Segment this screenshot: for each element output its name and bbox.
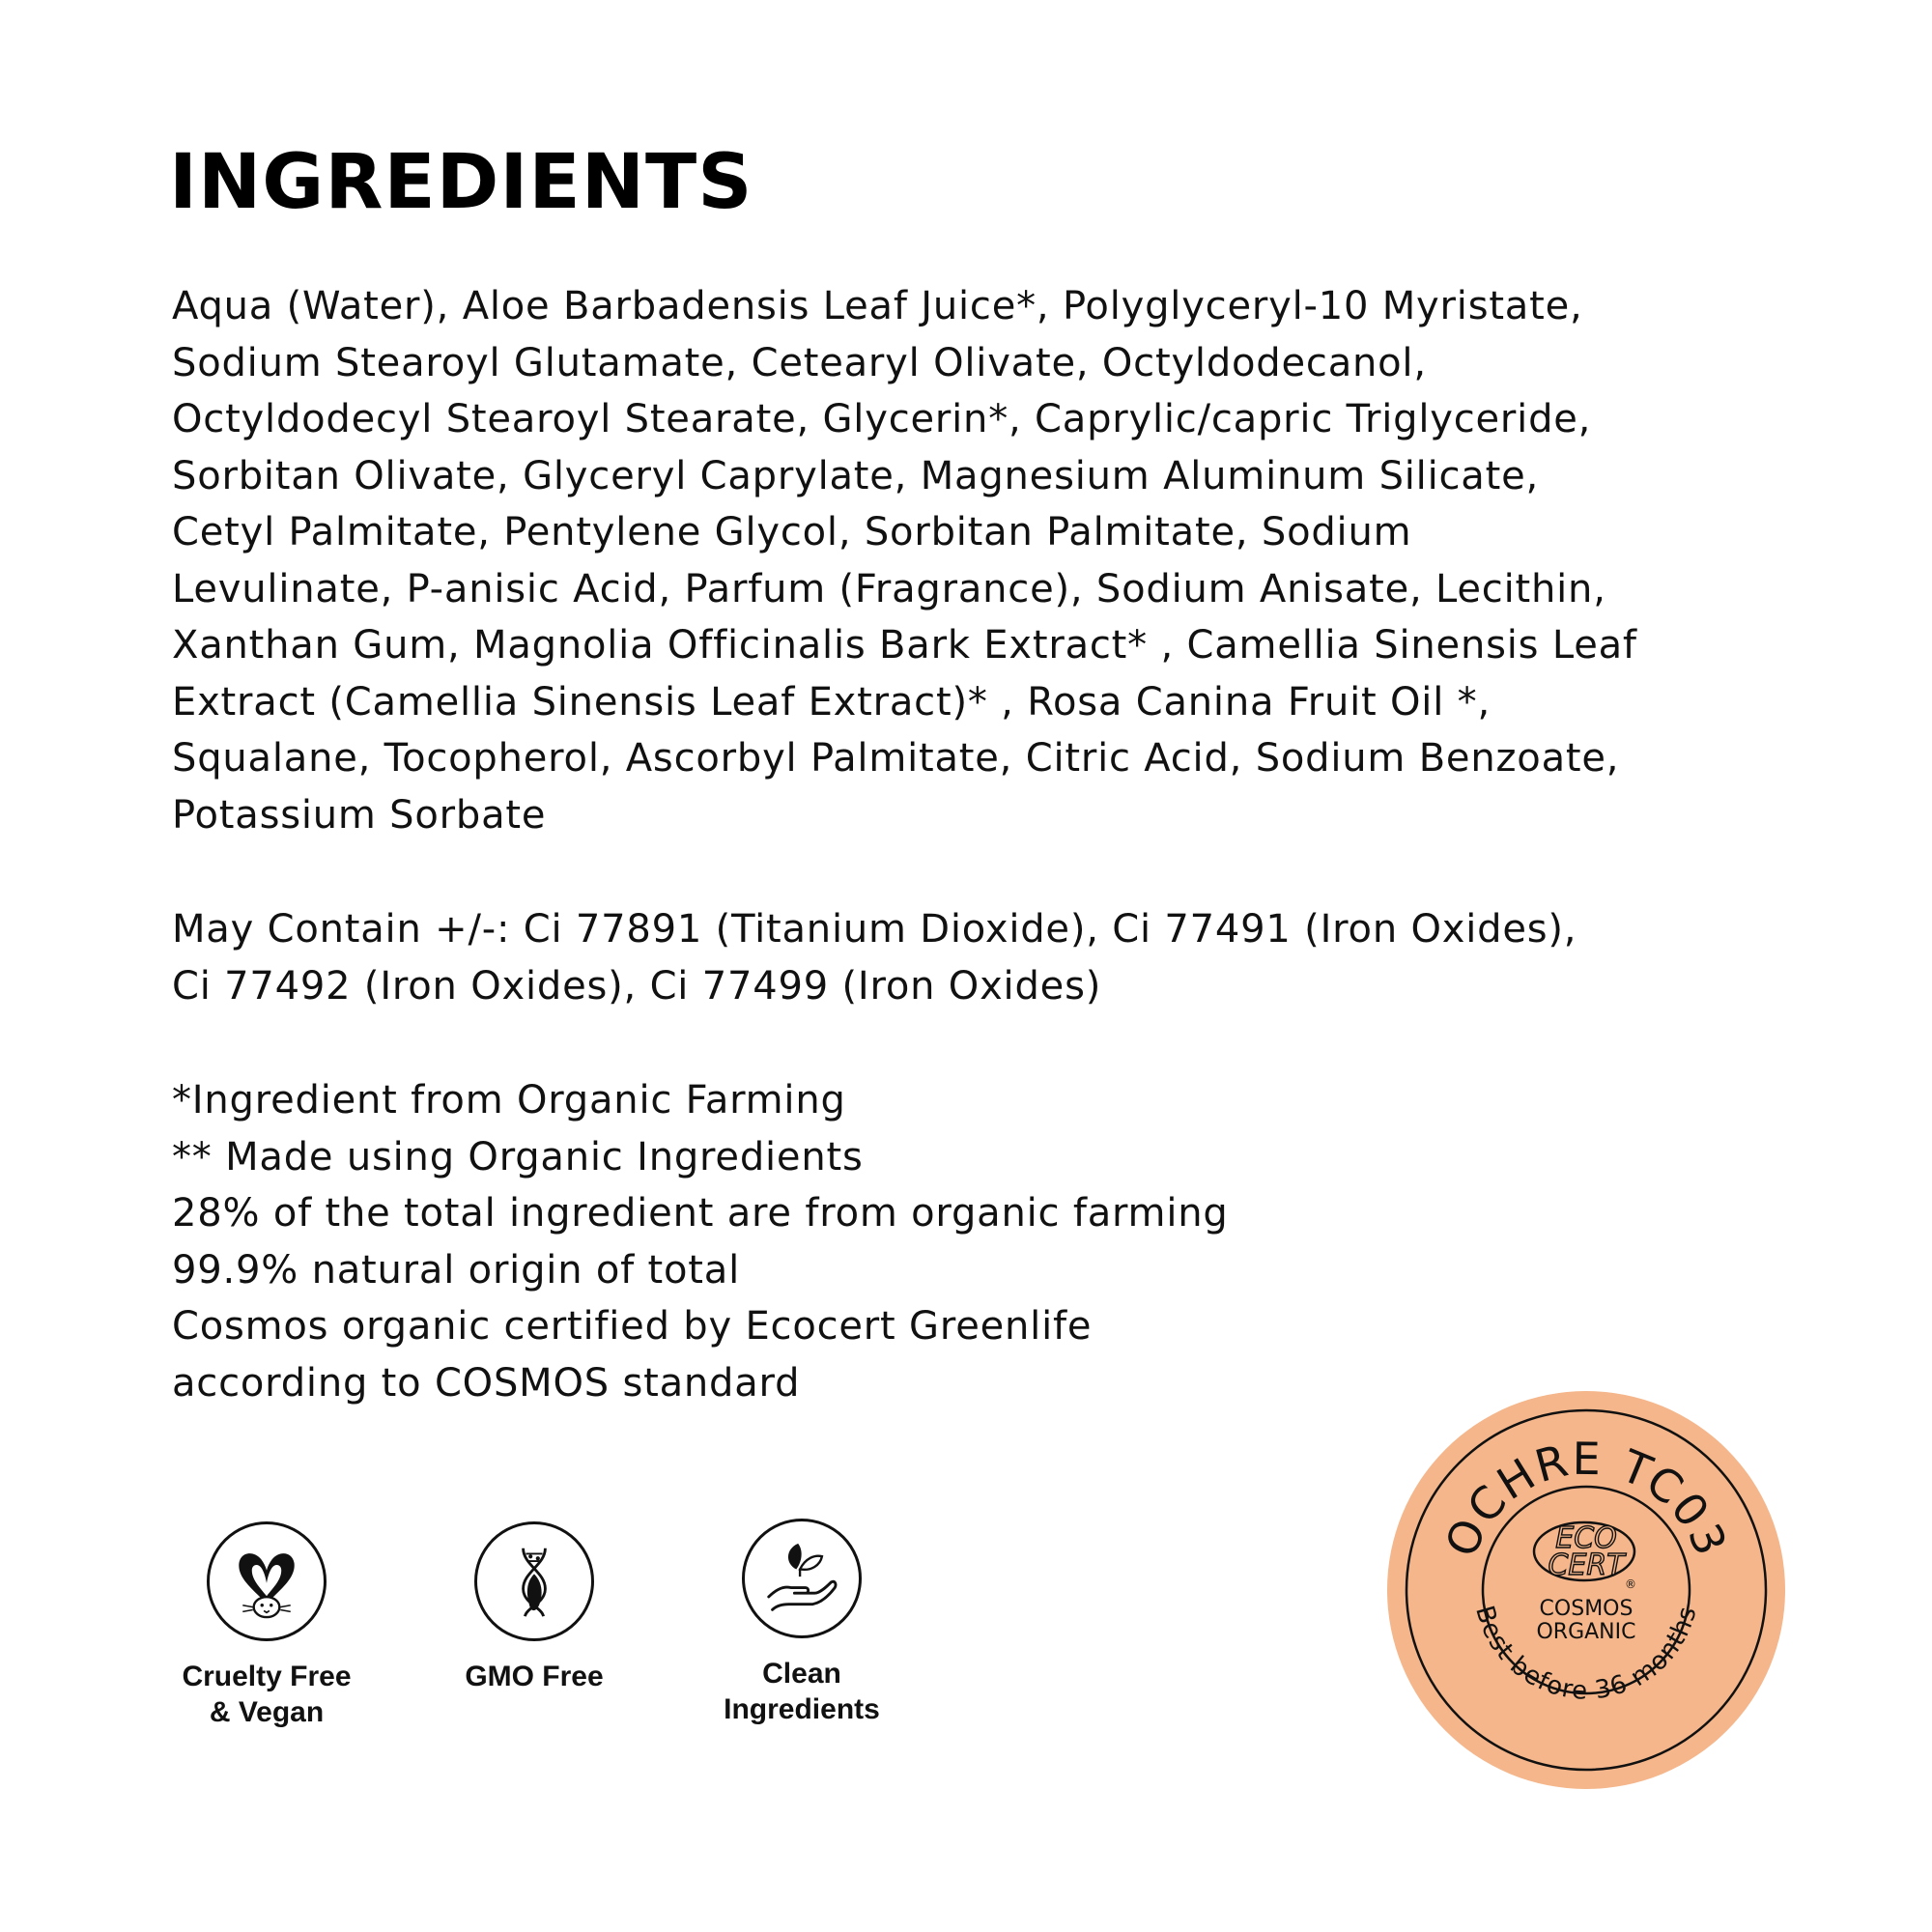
svg-text:ECO: ECO <box>1555 1521 1617 1555</box>
ingredients-line: Aqua (Water), Aloe Barbadensis Leaf Juice*, Polyglyceryl-10 Myristate, <box>172 284 1583 328</box>
cert-line-1: COSMOS <box>1539 1597 1634 1621</box>
ingredients-line: Squalane, Tocopherol, Ascorbyl Palmitate, Citric Acid, Sodium Benzoate, <box>172 736 1620 781</box>
page-title: INGREDIENTS <box>169 139 753 226</box>
hand-leaf-icon <box>742 1519 862 1638</box>
note-line: 28% of the total ingredient are from organic farming <box>172 1191 1229 1236</box>
svg-text:®: ® <box>1625 1577 1636 1591</box>
cert-line-2: ORGANIC <box>1536 1620 1636 1644</box>
note-line: ** Made using Organic Ingredients <box>172 1134 864 1179</box>
ingredients-line: Xanthan Gum, Magnolia Officinalis Bark Extract* , Camellia Sinensis Leaf <box>172 623 1637 668</box>
shade-seal <box>1387 1391 1785 1789</box>
certification-notes <box>172 1072 1833 1411</box>
note-line: *Ingredient from Organic Farming <box>172 1078 846 1122</box>
badge-label <box>175 1659 358 1730</box>
badge-label <box>442 1659 626 1694</box>
ingredients-line: Sorbitan Olivate, Glyceryl Caprylate, Magnesium Aluminum Silicate, <box>172 453 1540 498</box>
may-contain-line: May Contain +/-: Ci 77891 (Titanium Dioxide), Ci 77491 (Iron Oxides), <box>172 907 1577 952</box>
badge-label <box>710 1656 894 1727</box>
badge-clean-ingredients <box>710 1519 894 1727</box>
ingredients-line: Levulinate, P-anisic Acid, Parfum (Fragrance), Sodium Anisate, Lecithin, <box>172 566 1606 611</box>
badge-label-line: Ingredients <box>724 1693 880 1725</box>
shade-name: OCHRE TC03 <box>1435 1432 1738 1565</box>
ingredients-line: Potassium Sorbate <box>172 792 547 838</box>
bunny-heart-icon <box>207 1521 327 1641</box>
ingredients-line: Extract (Camellia Sinensis Leaf Extract)* , Rosa Canina Fruit Oil *, <box>172 679 1491 724</box>
badge-label-line: & Vegan <box>209 1696 325 1728</box>
may-contain-line: Ci 77492 (Iron Oxides), Ci 77499 (Iron Oxides) <box>172 963 1102 1009</box>
ingredients-line: Octyldodecyl Stearoyl Stearate, Glycerin*, Caprylic/capric Triglyceride, <box>172 397 1592 441</box>
note-line: according to COSMOS standard <box>172 1360 801 1406</box>
badge-label-line: GMO Free <box>465 1661 604 1692</box>
badge-cruelty-free <box>175 1521 358 1730</box>
badge-label-line: Clean <box>762 1658 841 1690</box>
ecocert-logo <box>1534 1521 1636 1591</box>
ingredients-line: Sodium Stearoyl Glutamate, Cetearyl Olivate, Octyldodecanol, <box>172 340 1427 385</box>
ingredients-list <box>172 278 1833 843</box>
badge-gmo-free <box>442 1521 626 1694</box>
svg-text:CERT: CERT <box>1548 1548 1625 1582</box>
may-contain-list <box>172 901 1833 1014</box>
note-line: Cosmos organic certified by Ecocert Greenlife <box>172 1304 1093 1349</box>
badge-label-line: Cruelty Free <box>182 1661 352 1692</box>
dna-icon <box>474 1521 594 1641</box>
shelf-life: Best before 36 months <box>1469 1603 1703 1706</box>
note-line: 99.9% natural origin of total <box>172 1247 741 1293</box>
ingredients-line: Cetyl Palmitate, Pentylene Glycol, Sorbitan Palmitate, Sodium <box>172 510 1412 554</box>
